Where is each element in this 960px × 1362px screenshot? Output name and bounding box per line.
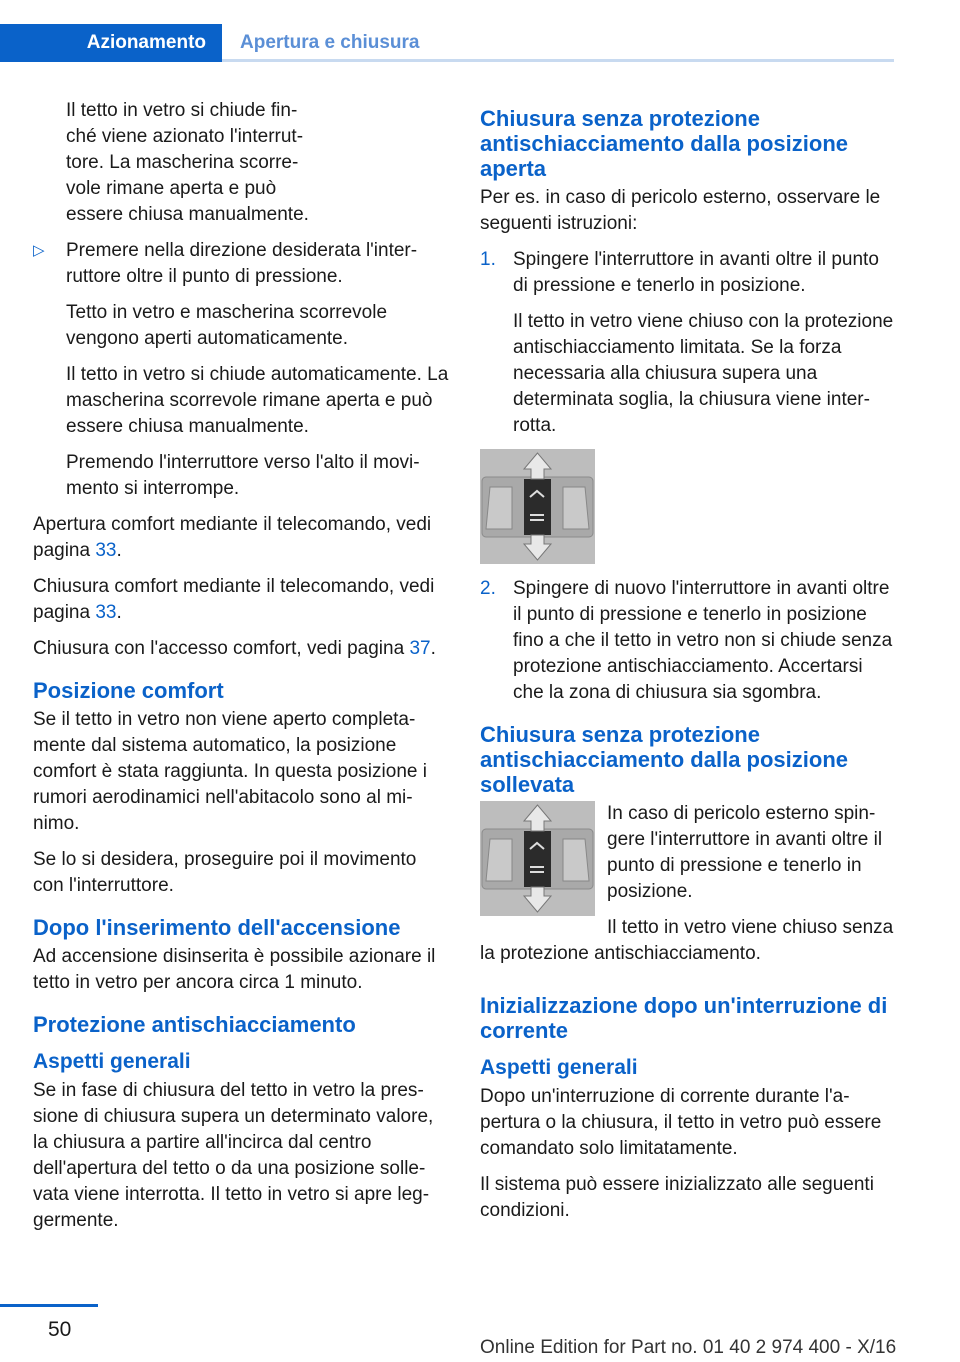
raised-paragraph: Il tetto in vetro viene chiuso senza la protezione antischiacciamento.: [480, 917, 894, 964]
step-item: [480, 247, 896, 439]
roof-switch-figure: [480, 801, 595, 916]
page-link-37[interactable]: 37: [409, 638, 431, 659]
comfort-close-ref: Chiusura comfort mediante il telecomando, vedi pagina 33.: [33, 576, 435, 623]
comfort-paragraph: Se lo si desidera, proseguire poi il movimento con l'interruttore.: [33, 849, 417, 896]
after-ignition-paragraph: Ad accensione disinserita è possibile azionare il tetto in vetro per ancora circa 1 minuto.: [33, 946, 436, 993]
comfort-access-ref: Chiusura con l'accesso comfort, vedi pagina 37.: [33, 638, 436, 659]
header-divider: [222, 59, 894, 62]
init-paragraph: Dopo un'interruzione di corrente durante l'apertura o la chiusura, il tetto in vetro può essere comandato solo limitatamente.: [480, 1086, 882, 1159]
edition-text: Online Edition for Part no. 01 40 2 974 400 - X/16: [480, 1337, 897, 1358]
intro-line: tore. La mascherina scorre-: [66, 152, 299, 173]
heading-general-aspects: Aspetti generali: [480, 1056, 638, 1079]
step-item: [480, 576, 896, 706]
bullet-sub-text: Il tetto in vetro si chiude automaticamente. La mascherina scorrevole rimane aperta e può essere chiusa manualmente.: [66, 364, 449, 437]
heading-pinch-protection: Protezione antischiacciamento: [33, 1012, 356, 1037]
raised-section: [480, 801, 896, 977]
roof-switch-figure: [480, 449, 595, 564]
intro-line: ché viene azionato l'interrut-: [66, 126, 304, 147]
page-link-33[interactable]: 33: [95, 602, 117, 623]
comfort-paragraph: Se il tetto in vetro non viene aperto completamente dal sistema automatico, la posizione comfort è stata raggiunta. In questa posizione i rumori aerodinamici nell'abitacolo sono al minimo.: [33, 709, 427, 834]
bullet-text: Premere nella direzione desiderata l'interruttore oltre il punto di pressione.: [66, 240, 418, 287]
heading-close-from-open: Chiusura senza protezione antischiacciamento dalla posizione aperta: [480, 106, 848, 181]
step-text: Spingere di nuovo l'interruttore in avanti oltre il punto di pressione e tenerlo in posizione fino a che il tetto in vetro non si chiude senza protezione antischiacciamento. Accertarsi che la zona di chiusura sia sgombra.: [513, 578, 893, 703]
right-column: [480, 98, 896, 1234]
heading-close-from-raised: Chiusura senza protezione antischiacciamento dalla posizione sollevata: [480, 722, 848, 797]
comfort-open-ref: Apertura comfort mediante il telecomando, vedi pagina 33.: [33, 514, 432, 561]
bullet-item: [33, 238, 451, 502]
bullet-sub-text: Premendo l'interruttore verso l'alto il movimento si interrompe.: [66, 452, 420, 499]
general-paragraph: Se in fase di chiusura del tetto in vetro la pressione di chiusura supera un determinato valore, la chiusura a partire all'incirca dal centro dell'apertura del tetto o da una posizione sollevata viene interrotta. Il tetto in vetro si apre leggermente.: [33, 1080, 434, 1231]
step-number: 2.: [480, 578, 496, 599]
intro-line: Il tetto in vetro si chiude fin-: [66, 100, 298, 121]
page-header: [0, 0, 960, 64]
step-number: 1.: [480, 249, 496, 270]
step-text: Spingere l'interruttore in avanti oltre il punto di pressione e tenerlo in posizione.: [513, 249, 879, 296]
init-paragraph: Il sistema può essere inizializzato alle seguenti condizioni.: [480, 1174, 874, 1221]
page-link-33[interactable]: 33: [95, 540, 117, 561]
heading-init-after-power-loss: Inizializzazione dopo un'interruzione di corrente: [480, 993, 888, 1043]
step-sub-text: Il tetto in vetro viene chiuso con la protezione antischiacciamento limitata. Se la forza necessaria alla chiusura supera una determinata soglia, la chiusura viene interrotta.: [513, 311, 894, 436]
raised-paragraph: In caso di pericolo esterno spingere l'interruttore in avanti oltre il punto di pressione e tenerlo in posizione.: [607, 803, 883, 902]
page-number: 50: [48, 1318, 72, 1341]
intro-line: essere chiusa manualmente.: [66, 204, 309, 225]
intro-text: [33, 98, 451, 228]
bullet-sub-text: Tetto in vetro e mascherina scorrevole vengono aperti automaticamente.: [66, 302, 388, 349]
left-column: [33, 98, 451, 1244]
heading-general-aspects: Aspetti generali: [33, 1050, 191, 1073]
footer-divider: [0, 1304, 98, 1307]
section-tab: Azionamento: [0, 24, 222, 62]
heading-after-ignition: Dopo l'inserimento dell'accensione: [33, 915, 401, 940]
intro-line: vole rimane aperta e può: [66, 178, 277, 199]
heading-comfort-position: Posizione comfort: [33, 678, 224, 703]
triangle-right-icon: ▷: [33, 242, 45, 259]
subsection-tab: Apertura e chiusura: [240, 32, 420, 53]
open-intro: Per es. in caso di pericolo esterno, osservare le seguenti istruzioni:: [480, 187, 881, 234]
